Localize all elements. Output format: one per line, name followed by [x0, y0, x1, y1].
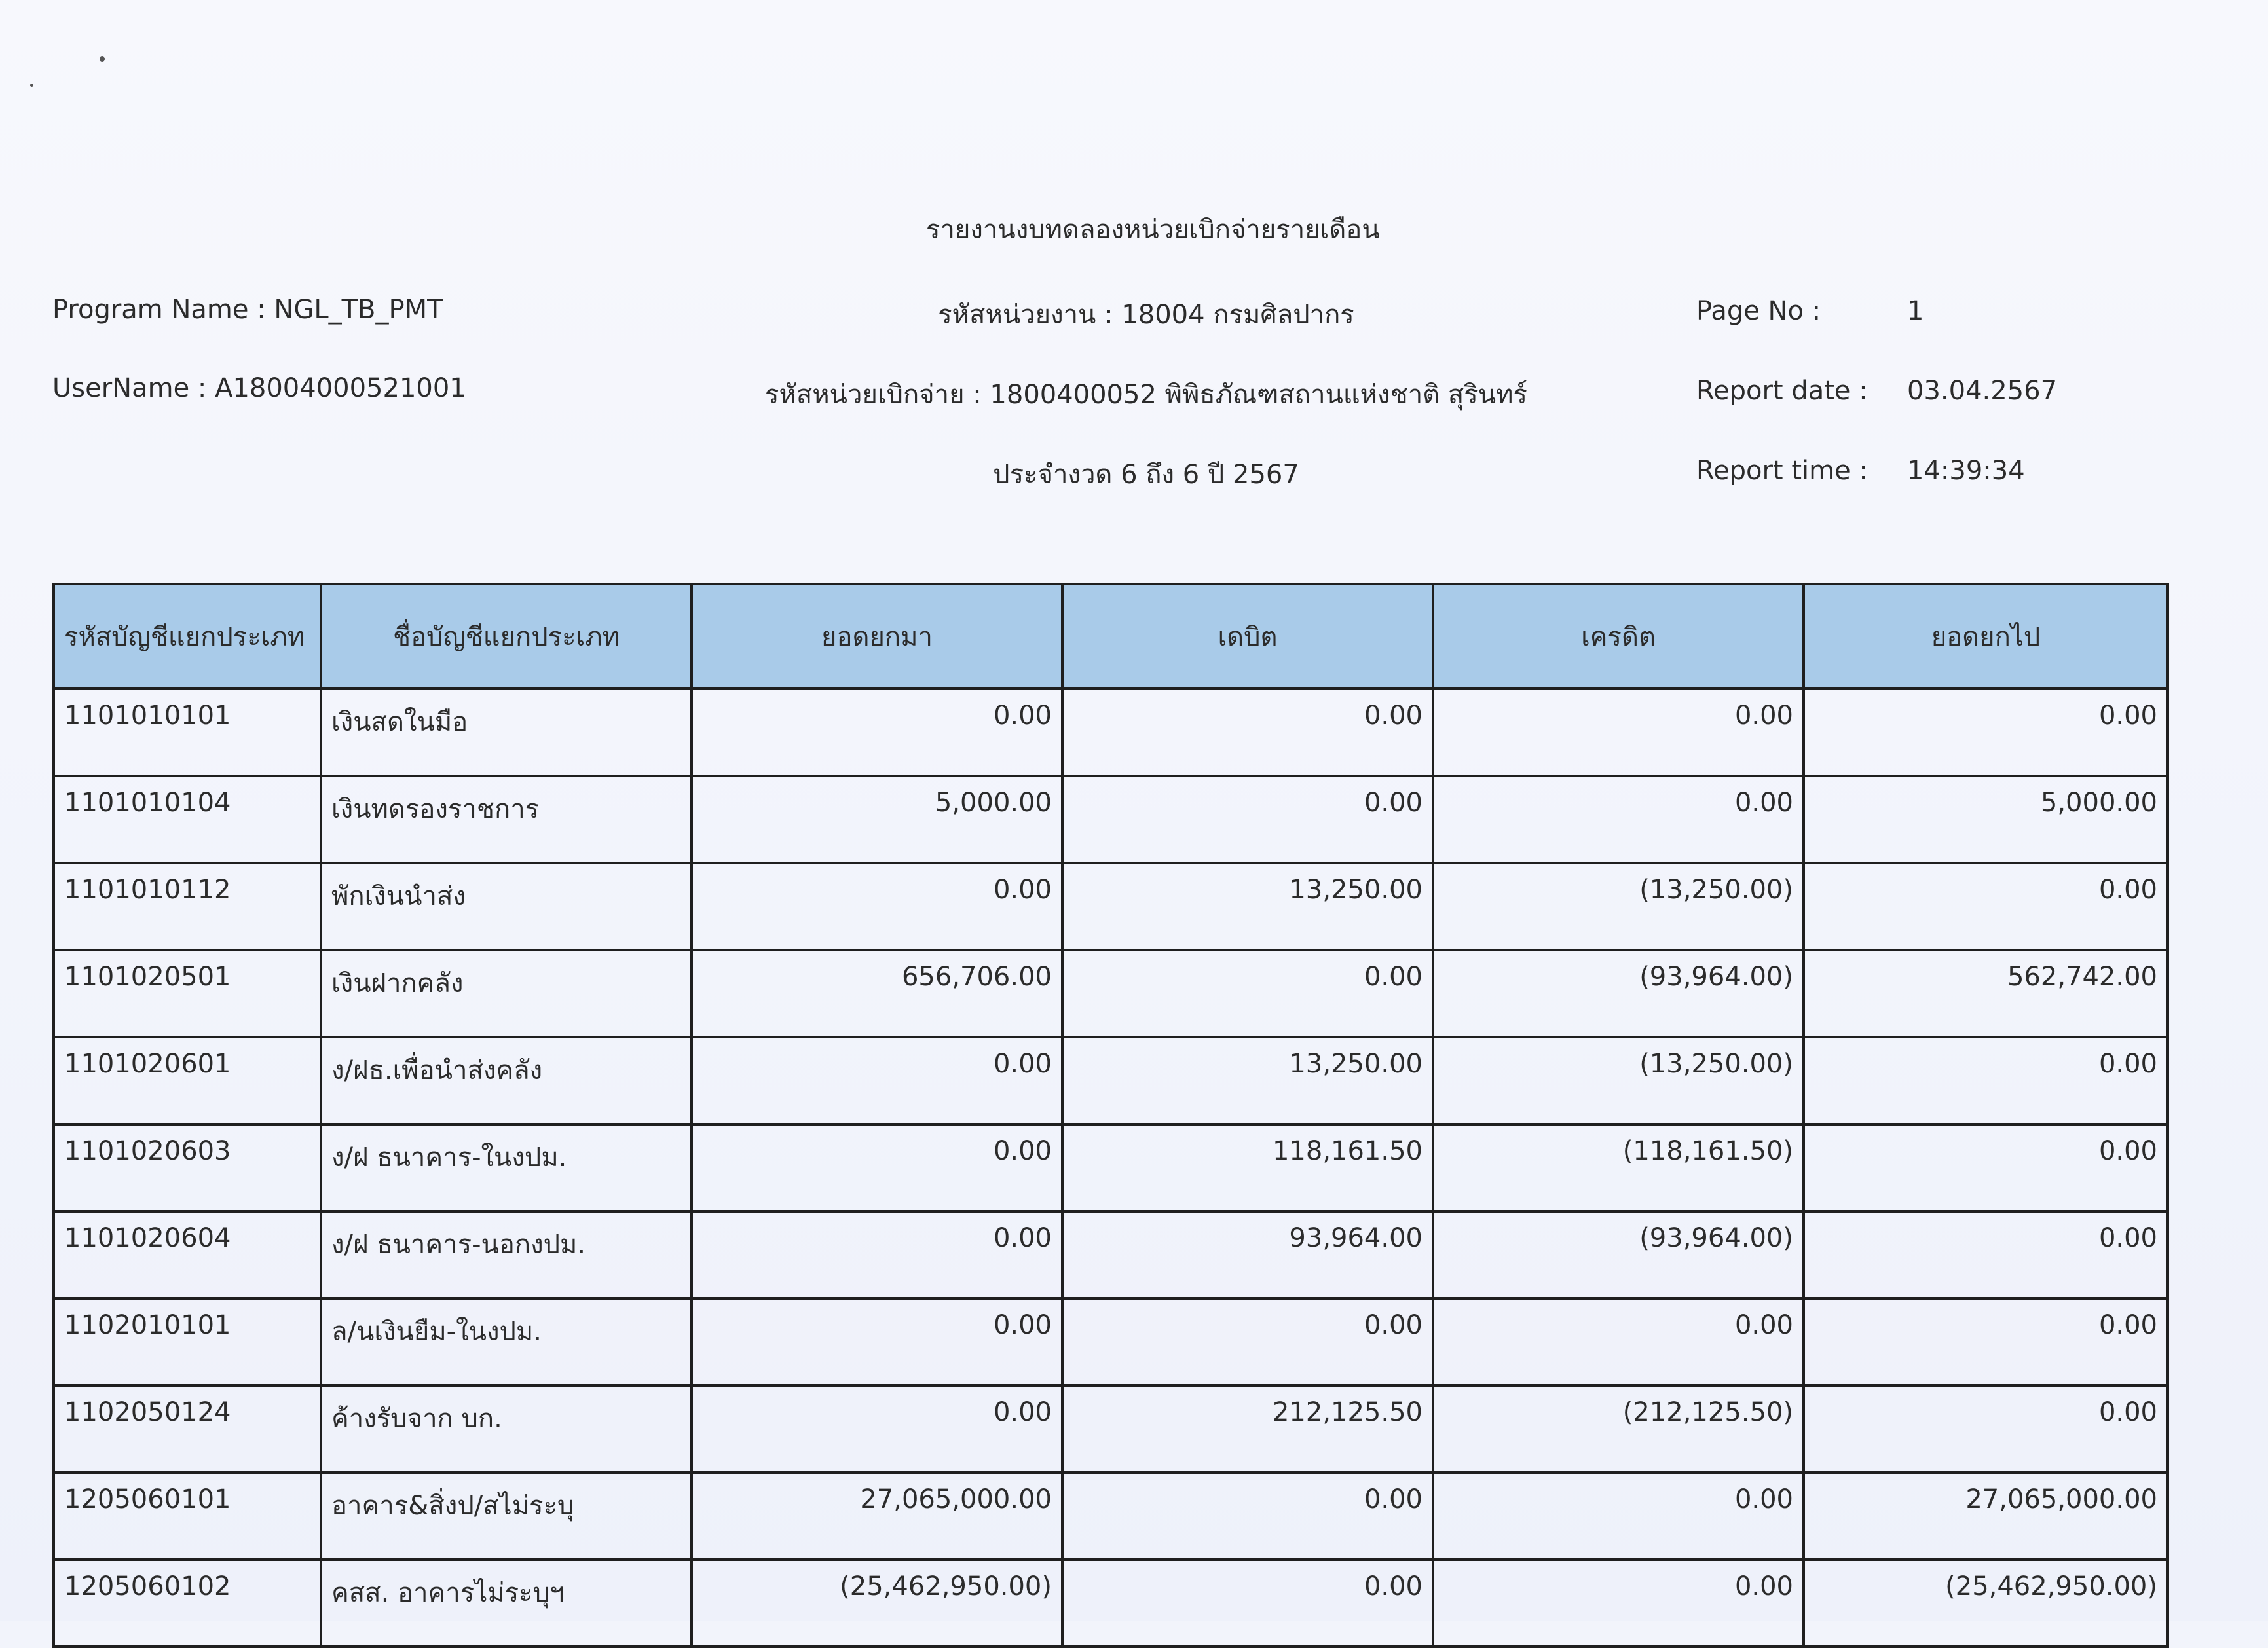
header-debit: เดบิต: [1062, 584, 1433, 689]
cell-credit: (212,125.50): [1433, 1385, 1804, 1473]
cell-closing-balance: 0.00: [1804, 1211, 2168, 1298]
cell-account-name: อาคาร&สิ่งป/สไม่ระบุ: [321, 1473, 692, 1560]
report-title: รายงานงบทดลองหน่วยเบิกจ่ายรายเดือน: [926, 215, 1380, 245]
cell-account-name: ง/ฝ ธนาคาร-ในงปม.: [321, 1124, 692, 1211]
cell-credit: 0.00: [1433, 1473, 1804, 1560]
cell-account-name: พักเงินนำส่ง: [321, 863, 692, 950]
table-row: [54, 1560, 2168, 1647]
header-account-code: รหัสบัญชีแยกประเภท: [54, 584, 321, 689]
cell-closing-balance: 0.00: [1804, 1124, 2168, 1211]
cell-account-name: ง/ฝธ.เพื่อนำส่งคลัง: [321, 1037, 692, 1124]
cell-account-name: ง/ฝ ธนาคาร-นอกงปม.: [321, 1211, 692, 1298]
header-opening-balance: ยอดยกมา: [692, 584, 1062, 689]
cell-account-name: เงินฝากคลัง: [321, 950, 692, 1037]
table-row: [54, 1124, 2168, 1211]
cell-closing-balance: 0.00: [1804, 689, 2168, 776]
cell-account-name: คสส. อาคารไม่ระบุฯ: [321, 1560, 692, 1647]
cell-credit: 0.00: [1433, 689, 1804, 776]
cell-debit: 212,125.50: [1062, 1385, 1433, 1473]
cell-opening-balance: 5,000.00: [692, 776, 1062, 863]
table-row: [54, 776, 2168, 863]
cell-credit: (118,161.50): [1433, 1124, 1804, 1211]
page-no-value: 1: [1907, 296, 1924, 326]
table-row: [54, 863, 2168, 950]
cell-account-code: 1102010101: [54, 1298, 321, 1385]
report-date-value: 03.04.2567: [1907, 376, 2058, 406]
cell-closing-balance: 0.00: [1804, 1298, 2168, 1385]
report-time-label: Report time :: [1696, 456, 1868, 486]
cell-closing-balance: 0.00: [1804, 1037, 2168, 1124]
cell-opening-balance: 27,065,000.00: [692, 1473, 1062, 1560]
header-credit: เครดิต: [1433, 584, 1804, 689]
report-time-value: 14:39:34: [1907, 456, 2025, 486]
cell-opening-balance: 0.00: [692, 1298, 1062, 1385]
cell-debit: 93,964.00: [1062, 1211, 1433, 1298]
cell-account-code: 1205060101: [54, 1473, 321, 1560]
table-row: [54, 1473, 2168, 1560]
cell-account-name: ค้างรับจาก บก.: [321, 1385, 692, 1473]
cell-closing-balance: 0.00: [1804, 1385, 2168, 1473]
cell-debit: 118,161.50: [1062, 1124, 1433, 1211]
cell-debit: 0.00: [1062, 689, 1433, 776]
cell-opening-balance: 0.00: [692, 1211, 1062, 1298]
page-no-label: Page No :: [1696, 296, 1821, 326]
cell-closing-balance: 27,065,000.00: [1804, 1473, 2168, 1560]
header-closing-balance: ยอดยกไป: [1804, 584, 2168, 689]
cell-debit: 0.00: [1062, 776, 1433, 863]
table-header-row: [54, 584, 2168, 689]
cell-opening-balance: 0.00: [692, 1385, 1062, 1473]
paper-speck: [30, 84, 33, 87]
cell-opening-balance: (25,462,950.00): [692, 1560, 1062, 1647]
cell-account-code: 1101020604: [54, 1211, 321, 1298]
trial-balance-table: [52, 583, 2169, 1648]
cell-closing-balance: 0.00: [1804, 863, 2168, 950]
cell-account-code: 1101010101: [54, 689, 321, 776]
program-name: Program Name : NGL_TB_PMT: [52, 295, 443, 325]
cell-account-code: 1101020501: [54, 950, 321, 1037]
paper-speck: [100, 56, 105, 62]
cell-closing-balance: (25,462,950.00): [1804, 1560, 2168, 1647]
table-row: [54, 1037, 2168, 1124]
cell-credit: (93,964.00): [1433, 1211, 1804, 1298]
cell-account-code: 1205060102: [54, 1560, 321, 1647]
cell-debit: 0.00: [1062, 1298, 1433, 1385]
agency-code: รหัสหน่วยงาน : 18004 กรมศิลปากร: [938, 300, 1354, 330]
table-row: [54, 1298, 2168, 1385]
cell-debit: 13,250.00: [1062, 863, 1433, 950]
cell-account-code: 1101020601: [54, 1037, 321, 1124]
cell-opening-balance: 0.00: [692, 1037, 1062, 1124]
table-row: [54, 1211, 2168, 1298]
report-date-label: Report date :: [1696, 376, 1868, 406]
disbursing-unit: รหัสหน่วยเบิกจ่าย : 1800400052 พิพิธภัณฑสถานแห่งชาติ สุรินทร์: [765, 380, 1527, 410]
cell-debit: 13,250.00: [1062, 1037, 1433, 1124]
cell-account-code: 1101010104: [54, 776, 321, 863]
report-period: ประจำงวด 6 ถึง 6 ปี 2567: [993, 460, 1299, 490]
cell-credit: (93,964.00): [1433, 950, 1804, 1037]
cell-opening-balance: 0.00: [692, 863, 1062, 950]
cell-credit: 0.00: [1433, 776, 1804, 863]
cell-debit: 0.00: [1062, 950, 1433, 1037]
cell-opening-balance: 0.00: [692, 689, 1062, 776]
table-row: [54, 689, 2168, 776]
cell-closing-balance: 5,000.00: [1804, 776, 2168, 863]
table-row: [54, 1385, 2168, 1473]
cell-account-name: เงินสดในมือ: [321, 689, 692, 776]
cell-credit: 0.00: [1433, 1298, 1804, 1385]
cell-debit: 0.00: [1062, 1560, 1433, 1647]
header-account-name: ชื่อบัญชีแยกประเภท: [321, 584, 692, 689]
user-name: UserName : A18004000521001: [52, 373, 466, 403]
table-row: [54, 950, 2168, 1037]
cell-credit: (13,250.00): [1433, 863, 1804, 950]
cell-credit: 0.00: [1433, 1560, 1804, 1647]
cell-account-name: เงินทดรองราชการ: [321, 776, 692, 863]
cell-credit: (13,250.00): [1433, 1037, 1804, 1124]
cell-account-code: 1102050124: [54, 1385, 321, 1473]
cell-account-code: 1101020603: [54, 1124, 321, 1211]
cell-debit: 0.00: [1062, 1473, 1433, 1560]
cell-account-code: 1101010112: [54, 863, 321, 950]
cell-opening-balance: 656,706.00: [692, 950, 1062, 1037]
cell-closing-balance: 562,742.00: [1804, 950, 2168, 1037]
cell-account-name: ล/นเงินยืม-ในงปม.: [321, 1298, 692, 1385]
cell-opening-balance: 0.00: [692, 1124, 1062, 1211]
